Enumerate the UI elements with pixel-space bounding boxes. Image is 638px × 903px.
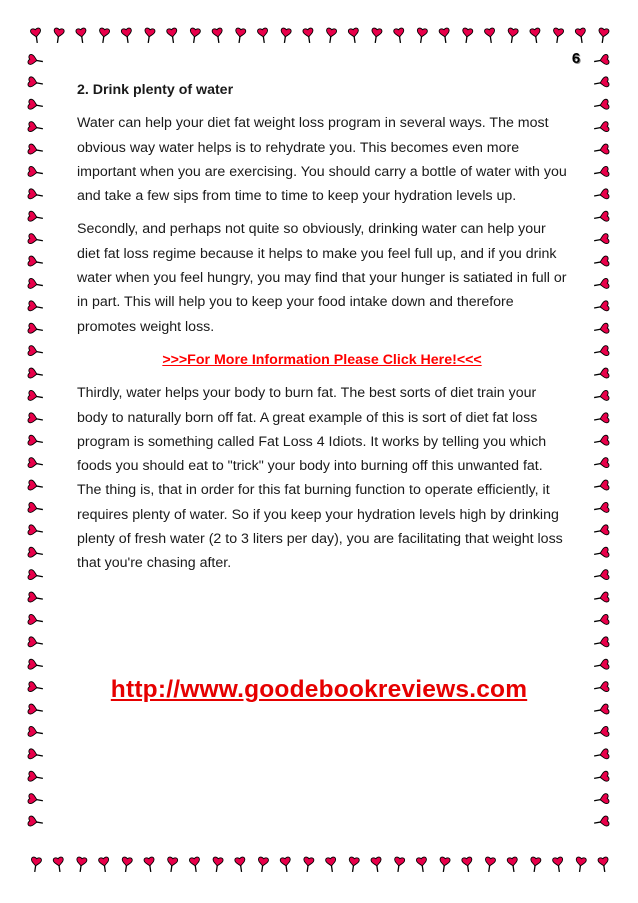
heart-icon	[28, 256, 44, 268]
heart-icon	[593, 323, 609, 335]
heart-icon	[28, 278, 44, 290]
heart-icon	[593, 726, 609, 738]
heart-icon	[507, 857, 519, 873]
heart-icon	[28, 345, 44, 357]
heart-icon	[439, 28, 451, 44]
heart-icon	[593, 480, 609, 492]
heart-icon	[143, 28, 155, 44]
heart-icon	[28, 121, 44, 133]
heart-icon	[593, 301, 609, 313]
heart-icon	[393, 28, 405, 44]
heart-icon	[598, 857, 610, 873]
heart-icon	[593, 637, 609, 649]
heart-icon	[593, 211, 609, 223]
heart-icon	[28, 368, 44, 380]
heart-icon	[28, 525, 44, 537]
heart-icon	[593, 256, 609, 268]
heart-icon	[28, 592, 44, 604]
heart-icon	[235, 857, 247, 873]
heart-icon	[416, 857, 428, 873]
heart-icon	[98, 857, 110, 873]
heart-icon	[593, 749, 609, 761]
heart-icon	[279, 28, 291, 44]
heart-icon	[28, 54, 44, 66]
heart-icon	[416, 28, 428, 44]
heart-icon	[28, 502, 44, 514]
heart-icon	[28, 77, 44, 89]
heart-icon	[212, 28, 224, 44]
heart-icon	[211, 857, 223, 873]
heart-icon	[75, 857, 87, 873]
heart-icon	[462, 857, 474, 873]
heart-icon	[76, 28, 88, 44]
heart-icon	[28, 323, 44, 335]
heart-icon	[28, 413, 44, 425]
heart-icon	[28, 390, 44, 402]
page-number: 6	[571, 50, 581, 67]
heart-icon	[144, 857, 156, 873]
heart-icon	[121, 857, 133, 873]
heart-icon	[506, 28, 518, 44]
heart-icon	[593, 278, 609, 290]
heart-icon	[28, 569, 44, 581]
heart-icon	[593, 77, 609, 89]
heart-icon	[28, 749, 44, 761]
heart-icon	[593, 592, 609, 604]
heart-icon	[552, 28, 564, 44]
heart-icon	[593, 54, 609, 66]
heart-icon	[593, 614, 609, 626]
heart-icon	[461, 28, 473, 44]
more-info-link[interactable]: >>>For More Information Please Click Here!<<<	[162, 351, 482, 368]
heart-icon	[593, 704, 609, 716]
heart-icon	[593, 166, 609, 178]
heart-icon	[348, 28, 360, 44]
heart-icon	[325, 28, 337, 44]
heart-icon	[593, 144, 609, 156]
heart-icon	[28, 233, 44, 245]
heart-icon	[302, 857, 314, 873]
heart-icon	[593, 816, 609, 828]
heart-icon	[28, 637, 44, 649]
heart-icon	[30, 857, 42, 873]
heart-icon	[593, 233, 609, 245]
heart-icon	[28, 166, 44, 178]
heart-icon	[257, 28, 269, 44]
heart-icon	[348, 857, 360, 873]
heart-icon	[189, 28, 201, 44]
heart-icon	[28, 189, 44, 201]
heart-icon	[593, 99, 609, 111]
heart-icon	[393, 857, 405, 873]
paragraph-3: Thirdly, water helps your body to burn fat. The best sorts of diet train your body to naturally born off fat. A great example of this is sort of diet fat loss program is something called Fat Loss 4 Idiots. It works by telling you which foods you should eat to "trick" your body into burning off this unwanted fat. The thing is, that in order for this fat burning function to operate efficiently, it requires plenty of water. So if you keep your hydration levels high by drinking plenty of fresh water (2 to 3 liters per day), you are facilitating that weight loss that you're chasing after.	[77, 385, 563, 572]
heart-icon	[593, 413, 609, 425]
heart-icon	[189, 857, 201, 873]
heart-icon	[593, 569, 609, 581]
heart-icon	[166, 857, 178, 873]
heart-icon	[28, 99, 44, 111]
heart-icon	[593, 502, 609, 514]
heart-icon	[28, 547, 44, 559]
heart-icon	[484, 28, 496, 44]
heart-icon	[593, 368, 609, 380]
heart-icon	[28, 211, 44, 223]
heart-icon	[53, 857, 65, 873]
heart-icon	[121, 28, 133, 44]
heart-icon	[98, 28, 110, 44]
heart-icon	[28, 704, 44, 716]
heart-icon	[484, 857, 496, 873]
heart-icon	[28, 457, 44, 469]
section-heading: 2. Drink plenty of water	[77, 82, 234, 98]
paragraph-1: Water can help your diet fat weight loss program in several ways. The most obvious way water helps is to rehydrate you. This becomes even more important when you are exercising. You should carry a bottle of water with you and take a few sips from time to time to keep your hydration levels up.	[77, 115, 567, 205]
heart-icon	[593, 435, 609, 447]
heart-icon	[28, 614, 44, 626]
heart-icon	[593, 121, 609, 133]
heart-icon	[593, 547, 609, 559]
heart-icon	[28, 301, 44, 313]
heart-icon	[325, 857, 337, 873]
heart-icon	[28, 771, 44, 783]
heart-icon	[370, 28, 382, 44]
heart-icon	[28, 816, 44, 828]
heart-icon	[530, 28, 542, 44]
heart-icon	[593, 390, 609, 402]
heart-icon	[280, 857, 292, 873]
heart-icon	[575, 857, 587, 873]
heart-icon	[166, 28, 178, 44]
heart-icon	[28, 726, 44, 738]
heart-icon	[593, 345, 609, 357]
heart-icon	[593, 525, 609, 537]
heart-icon	[303, 28, 315, 44]
heart-icon	[593, 457, 609, 469]
heart-icon	[234, 28, 246, 44]
heart-icon	[438, 857, 450, 873]
paragraph-2: Secondly, and perhaps not quite so obviously, drinking water can help your diet fat loss regime because it helps to make you feel full up, and if you drink water when you feel hungry, you may find that your hunger is satiated in full or in part. This will help you to keep your food intake down and therefore promotes weight loss.	[77, 221, 567, 335]
heart-icon	[28, 480, 44, 492]
heart-icon	[28, 435, 44, 447]
heart-icon	[257, 857, 269, 873]
heart-icon	[28, 659, 44, 671]
website-link[interactable]: http://www.goodebookreviews.com	[110, 676, 528, 703]
content-body	[77, 78, 567, 585]
heart-icon	[28, 144, 44, 156]
heart-icon	[593, 189, 609, 201]
heart-icon	[28, 793, 44, 805]
heart-icon	[593, 771, 609, 783]
heart-icon	[552, 857, 564, 873]
heart-icon	[52, 28, 64, 44]
heart-icon	[575, 28, 587, 44]
heart-icon	[597, 28, 609, 44]
heart-icon	[30, 28, 42, 44]
heart-icon	[529, 857, 541, 873]
heart-icon	[593, 793, 609, 805]
heart-icon	[371, 857, 383, 873]
heart-icon	[593, 659, 609, 671]
